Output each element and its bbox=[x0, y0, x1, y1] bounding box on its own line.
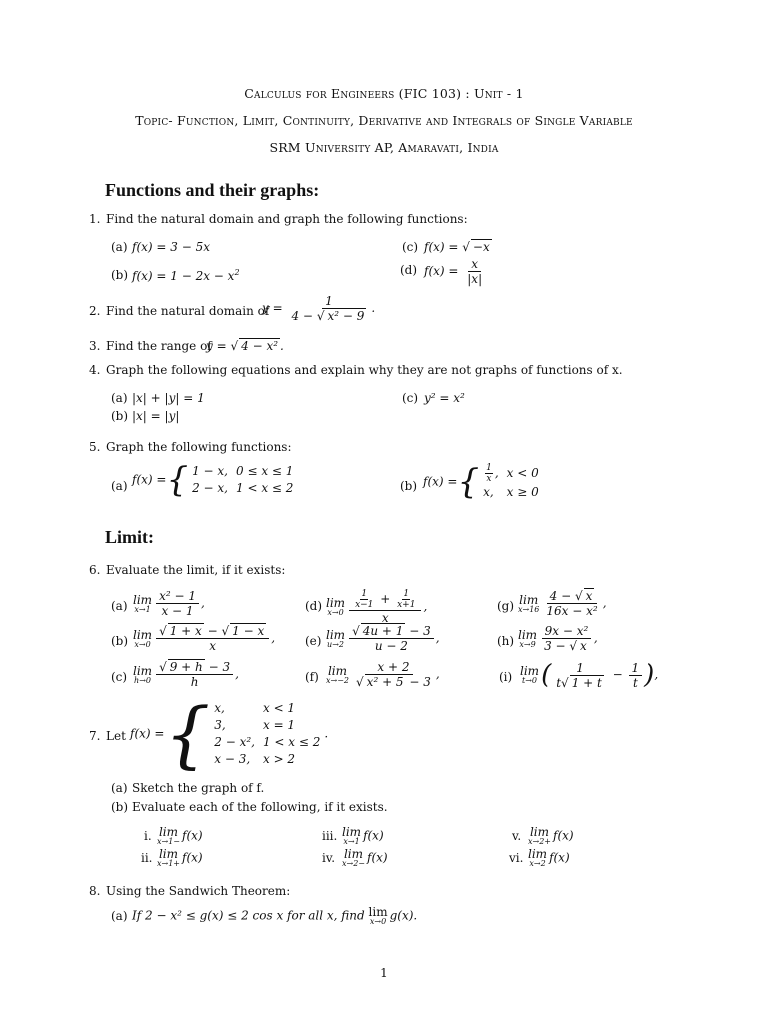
q7-item-iv-label: iv. bbox=[322, 851, 336, 865]
page-number: 1 bbox=[380, 966, 388, 980]
course-title: Calculus for Engineers (FIC 103) : Unit - 1 bbox=[244, 86, 524, 101]
q7-item-i-label: i. bbox=[144, 829, 152, 843]
q4-text: Graph the following equations and explain why they are not graphs of functions of x. bbox=[106, 363, 623, 377]
q2-number: 2. bbox=[89, 304, 101, 318]
q8-text: Using the Sandwich Theorem: bbox=[106, 884, 291, 898]
q1c-expr: f(x) = √ −x bbox=[424, 240, 490, 254]
q6h-expr: lim x→9 $\frac{\text{9x − x²}}{3 - √ x}$ , bbox=[518, 624, 598, 653]
q3-expr: y = √ 4 − x² . bbox=[206, 339, 284, 353]
q7-item-ii-label: ii. bbox=[141, 851, 153, 865]
q7-piecewise: f(x) ={ x, x < 1 3, x = 1 2 − x², 1 < x ≤ 2 x − 3, x > 2 . bbox=[130, 692, 329, 776]
q5b-label: (b) bbox=[400, 479, 418, 493]
q7-item-iii-expr: lim x→1 f(x) bbox=[342, 825, 384, 846]
q6b-label: (b) bbox=[111, 634, 129, 648]
q6b-expr: lim x→0 $\frac{√ 1 + x - √ 1 - x}{x}$ , bbox=[133, 624, 276, 653]
q6f-expr: lim x→−2 $\frac{x + 2}{\text{√ x² + 5 − 3}}$ , bbox=[326, 660, 440, 689]
q8-number: 8. bbox=[89, 884, 101, 898]
q6g-label: (g) bbox=[497, 599, 515, 613]
q5b-expr: f(x) ={ $\frac{1}{x}$ , x < 0 x, x ≥ 0 bbox=[423, 462, 539, 502]
q6c-label: (c) bbox=[111, 670, 128, 684]
q7b-label: (b) bbox=[111, 800, 129, 814]
q3-number: 3. bbox=[89, 339, 101, 353]
q7-item-i-expr: lim x→1− f(x) bbox=[157, 825, 203, 846]
q6a-expr: lim x→1 $\frac{\text{x² − 1}}{x - 1}$ , bbox=[133, 589, 205, 618]
q1a-label: (a) bbox=[111, 240, 128, 254]
q5a-label: (a) bbox=[111, 479, 128, 493]
q5-text: Graph the following functions: bbox=[106, 440, 292, 454]
university-line: SRM University AP, Amaravati, India bbox=[269, 140, 499, 155]
q1-number: 1. bbox=[89, 212, 101, 226]
q1c-label: (c) bbox=[402, 240, 419, 254]
q4b-label: (b) bbox=[111, 409, 129, 423]
q1d-label: (d) bbox=[400, 263, 418, 277]
q2-text: Find the natural domain of bbox=[106, 304, 270, 318]
q6d-label: (d) bbox=[305, 599, 323, 613]
q6d-expr: lim x→0 $\frac{1}{x-1}$ + $\frac{1}{x+1}$ x , bbox=[326, 589, 428, 625]
q4a-expr: |x| + |y| = 1 bbox=[132, 391, 205, 405]
q6h-label: (h) bbox=[497, 634, 515, 648]
q4c-expr: y² = x² bbox=[424, 391, 465, 405]
q1-text: Find the natural domain and graph the following functions: bbox=[106, 212, 468, 226]
q7-item-ii-expr: lim x→1+ f(x) bbox=[157, 847, 203, 868]
q7-item-v-expr: lim x→2+ f(x) bbox=[528, 825, 574, 846]
section-title-functions: Functions and their graphs: bbox=[105, 180, 320, 200]
q8a-expr: If 2 − x² ≤ g(x) ≤ 2 cos x for all x, find lim x→0 g(x). bbox=[132, 905, 418, 926]
q7-item-vi-label: vi. bbox=[509, 851, 524, 865]
q6e-expr: lim u→2 $\frac{√ 4u + 1 - 3}{u - 2}$ , bbox=[326, 624, 440, 653]
q4c-label: (c) bbox=[402, 391, 419, 405]
q6e-label: (e) bbox=[305, 634, 322, 648]
q6g-expr: lim x→16 $\frac{4 - √ x}{\text{16x − x²}}$ , bbox=[518, 589, 607, 618]
q1b-label: (b) bbox=[111, 268, 129, 282]
q7b-text: Evaluate each of the following, if it exists. bbox=[132, 800, 388, 814]
q5a-expr: f(x) ={ 1 − x, 0 ≤ x ≤ 1 2 − x, 1 < x ≤ 2 bbox=[132, 460, 294, 500]
q6c-expr: lim h→0 $\frac{√ 9 + h - 3}{h}$ , bbox=[133, 660, 239, 689]
q7a-label: (a) bbox=[111, 781, 128, 795]
q8a-label: (a) bbox=[111, 909, 128, 923]
q7a-text: Sketch the graph of f. bbox=[132, 781, 265, 795]
q1a-expr: f(x) = 3 − 5x bbox=[132, 240, 210, 254]
q6-text: Evaluate the limit, if it exists: bbox=[106, 563, 286, 577]
q7-item-iii-label: iii. bbox=[322, 829, 338, 843]
q3-text: Find the range of bbox=[106, 339, 212, 353]
q6-number: 6. bbox=[89, 563, 101, 577]
q2-expr: y = $\frac{1}{\text{4 − √ x² − 9}}$ . bbox=[262, 294, 376, 323]
q7-number: 7. bbox=[89, 729, 101, 743]
q4b-expr: |x| = |y| bbox=[132, 409, 180, 423]
q5-number: 5. bbox=[89, 440, 101, 454]
q1d-expr: f(x) = $\frac{x}{|x|}$ bbox=[424, 257, 483, 286]
q6a-label: (a) bbox=[111, 599, 128, 613]
q1b-expr: $f(x) = 1 - 2x - x^2$ bbox=[132, 268, 240, 283]
q6f-label: (f) bbox=[305, 670, 319, 684]
q7-item-iv-expr: lim x→2− f(x) bbox=[342, 847, 388, 868]
q7-item-v-label: v. bbox=[512, 829, 522, 843]
q7-lead: Let bbox=[106, 729, 126, 743]
q4-number: 4. bbox=[89, 363, 101, 377]
q4a-label: (a) bbox=[111, 391, 128, 405]
q6i-label: (i) bbox=[499, 670, 513, 684]
section-title-limit: Limit: bbox=[105, 527, 154, 547]
q6i-expr: lim t→0 ( $\frac{1}{t√ 1 + t}$ − $\frac{1}{t}$ ), bbox=[520, 660, 659, 690]
q7-item-vi-expr: lim x→2 f(x) bbox=[528, 847, 570, 868]
topic-line: Topic- Function, Limit, Continuity, Derivative and Integrals of Single Variable bbox=[135, 113, 633, 128]
